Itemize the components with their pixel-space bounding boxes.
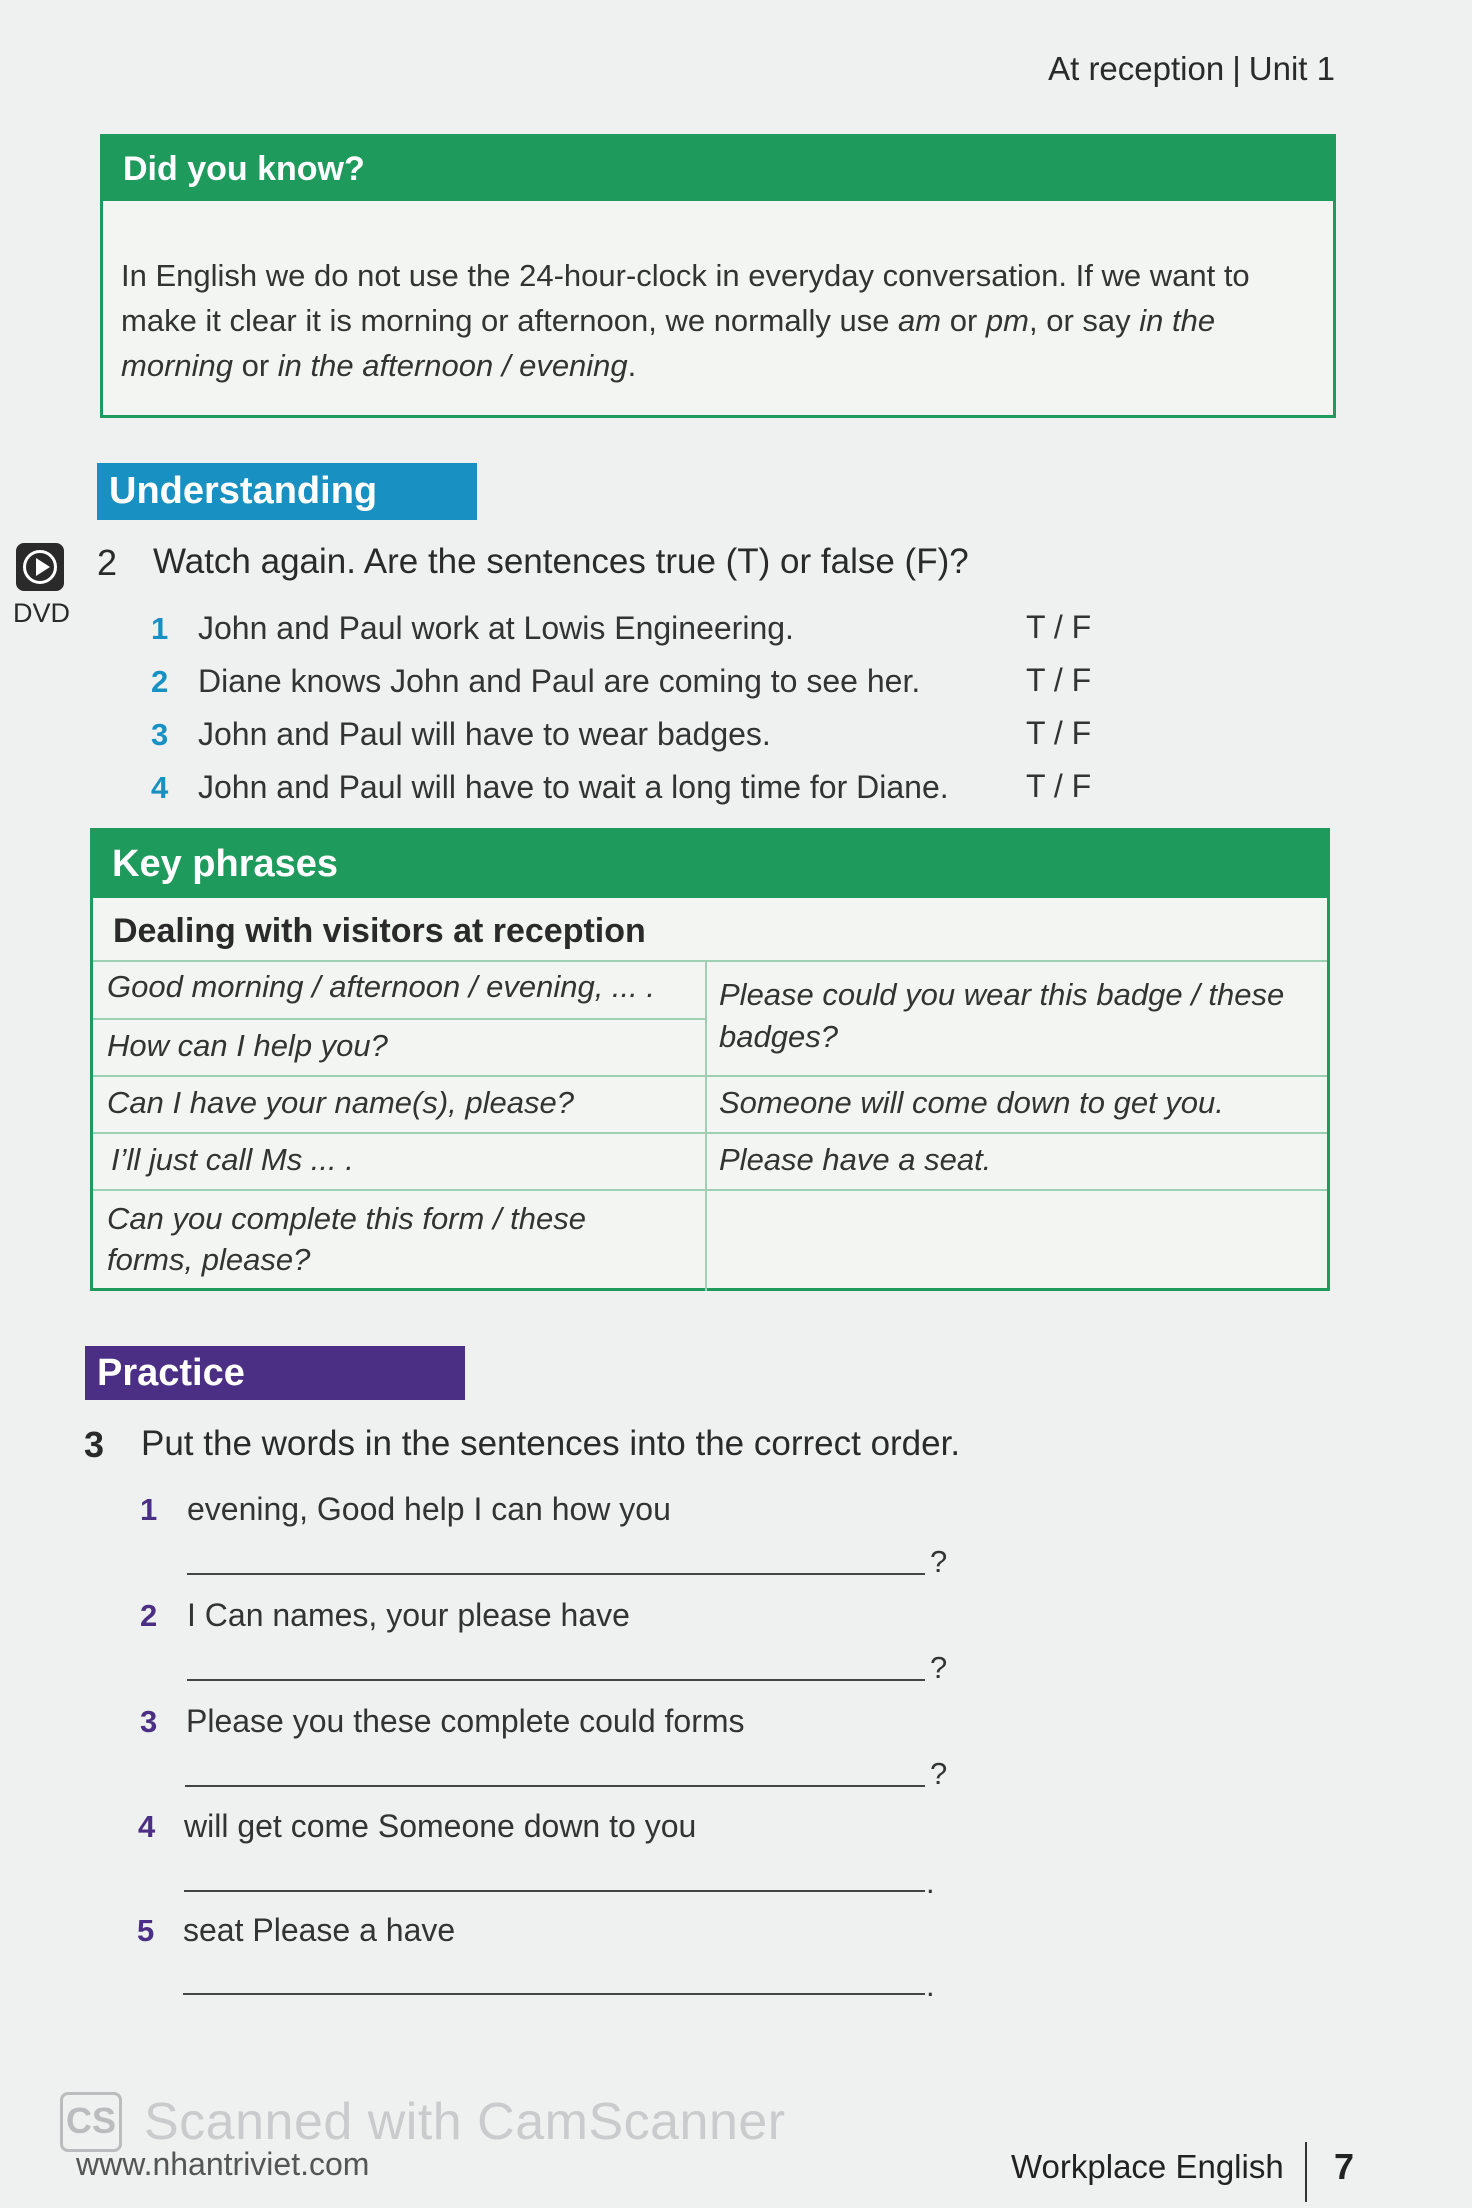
- page-header: [1048, 50, 1335, 88]
- key-phrases-box: [90, 828, 1330, 1291]
- did-you-know-box: [100, 134, 1336, 418]
- phrase-cell: badges?: [719, 1019, 838, 1054]
- page-number: 7: [1334, 2146, 1355, 2187]
- dyk-text: or: [233, 348, 278, 383]
- item-text: evening, Good help I can how you: [187, 1491, 671, 1527]
- dyk-italic-am: am: [898, 303, 942, 338]
- dyk-italic: in the: [1139, 303, 1216, 338]
- true-false-option[interactable]: T / F: [1026, 768, 1092, 804]
- phrase-cell: I’ll just call Ms ... .: [111, 1142, 354, 1177]
- phrase-cell: Please could you wear this badge / these: [719, 977, 1285, 1012]
- item-number: 3: [140, 1704, 158, 1739]
- item-number: 4: [138, 1809, 156, 1844]
- item-number: 5: [137, 1913, 155, 1948]
- dyk-italic-pm: pm: [985, 303, 1029, 338]
- dyk-line-3: [121, 343, 1319, 388]
- table-divider: [93, 1189, 1327, 1191]
- did-you-know-title: Did you know?: [103, 137, 1333, 201]
- key-phrases-subtitle: Dealing with visitors at reception: [93, 898, 1327, 962]
- phrase-cell: How can I help you?: [107, 1028, 388, 1063]
- answer-line[interactable]: [184, 1890, 925, 1892]
- dvd-play-icon[interactable]: [16, 543, 64, 591]
- item-text: John and Paul will have to wait a long time for Diane.: [198, 769, 949, 805]
- dyk-line-2: [121, 298, 1319, 343]
- answer-line[interactable]: [185, 1785, 925, 1787]
- did-you-know-text: [103, 201, 1333, 388]
- phrase-cell: Good morning / afternoon / evening, ... .: [107, 969, 655, 1004]
- item-number: 2: [140, 1598, 158, 1633]
- item-number: 1: [151, 611, 169, 646]
- answer-end-mark: ?: [930, 1650, 948, 1685]
- phrase-cell: Please have a seat.: [719, 1142, 992, 1177]
- footer-separator: [1305, 2142, 1307, 2202]
- dyk-italic: in the afternoon / evening: [277, 348, 628, 383]
- item-number: 1: [140, 1492, 158, 1527]
- true-false-option[interactable]: T / F: [1026, 715, 1092, 751]
- table-divider: [93, 1075, 1327, 1077]
- camscanner-watermark: Scanned with CamScanner: [144, 2093, 786, 2151]
- dyk-text: .: [627, 348, 637, 383]
- footer-website: www.nhantriviet.com: [76, 2146, 370, 2182]
- question-text: Watch again. Are the sentences true (T) or false (F)?: [153, 542, 969, 581]
- question-number: 3: [84, 1424, 105, 1465]
- phrase-cell: forms, please?: [107, 1242, 311, 1277]
- true-false-option[interactable]: T / F: [1026, 609, 1092, 645]
- phrase-cell: Can I have your name(s), please?: [107, 1085, 574, 1120]
- header-section: At reception: [1048, 50, 1225, 87]
- item-text: will get come Someone down to you: [184, 1808, 697, 1844]
- footer-book-title: Workplace English: [1011, 2148, 1284, 2185]
- item-text: John and Paul work at Lowis Engineering.: [198, 610, 794, 646]
- item-text: John and Paul will have to wear badges.: [198, 716, 771, 752]
- item-text: seat Please a have: [183, 1912, 456, 1948]
- table-divider: [93, 1132, 1327, 1134]
- answer-line[interactable]: [187, 1679, 925, 1681]
- table-divider: [93, 1018, 705, 1020]
- question-text: Put the words in the sentences into the correct order.: [141, 1424, 961, 1463]
- dyk-text: make it clear it is morning or afternoon, we normally use: [121, 303, 899, 338]
- item-text: Diane knows John and Paul are coming to see her.: [198, 663, 921, 699]
- dyk-line-1: In English we do not use the 24-hour-clock in everyday conversation. If we want to: [121, 258, 1250, 293]
- true-false-option[interactable]: T / F: [1026, 662, 1092, 698]
- answer-line[interactable]: [187, 1573, 925, 1575]
- answer-end-mark: .: [926, 1968, 935, 2003]
- practice-heading: Practice: [85, 1346, 465, 1400]
- header-separator: |: [1232, 50, 1241, 87]
- item-number: 3: [151, 717, 169, 752]
- answer-end-mark: ?: [930, 1544, 948, 1579]
- answer-end-mark: ?: [930, 1756, 948, 1791]
- phrase-cell: Someone will come down to get you.: [719, 1085, 1224, 1120]
- dvd-label: DVD: [13, 598, 71, 628]
- camscanner-logo: CS: [60, 2092, 122, 2152]
- item-number: 2: [151, 664, 169, 699]
- phrase-cell: Can you complete this form / these: [107, 1201, 587, 1236]
- item-text: Please you these complete could forms: [186, 1703, 745, 1739]
- question-number: 2: [97, 542, 118, 583]
- answer-line[interactable]: [183, 1993, 925, 1995]
- answer-end-mark: .: [926, 1865, 935, 1900]
- dyk-text: , or say: [1029, 303, 1140, 338]
- header-unit: Unit 1: [1248, 50, 1335, 87]
- item-number: 4: [151, 770, 169, 805]
- key-phrases-title: Key phrases: [93, 831, 1327, 898]
- item-text: I Can names, your please have: [187, 1597, 630, 1633]
- dyk-text: or: [941, 303, 986, 338]
- understanding-heading: Understanding: [97, 463, 477, 520]
- dyk-italic: morning: [121, 348, 233, 383]
